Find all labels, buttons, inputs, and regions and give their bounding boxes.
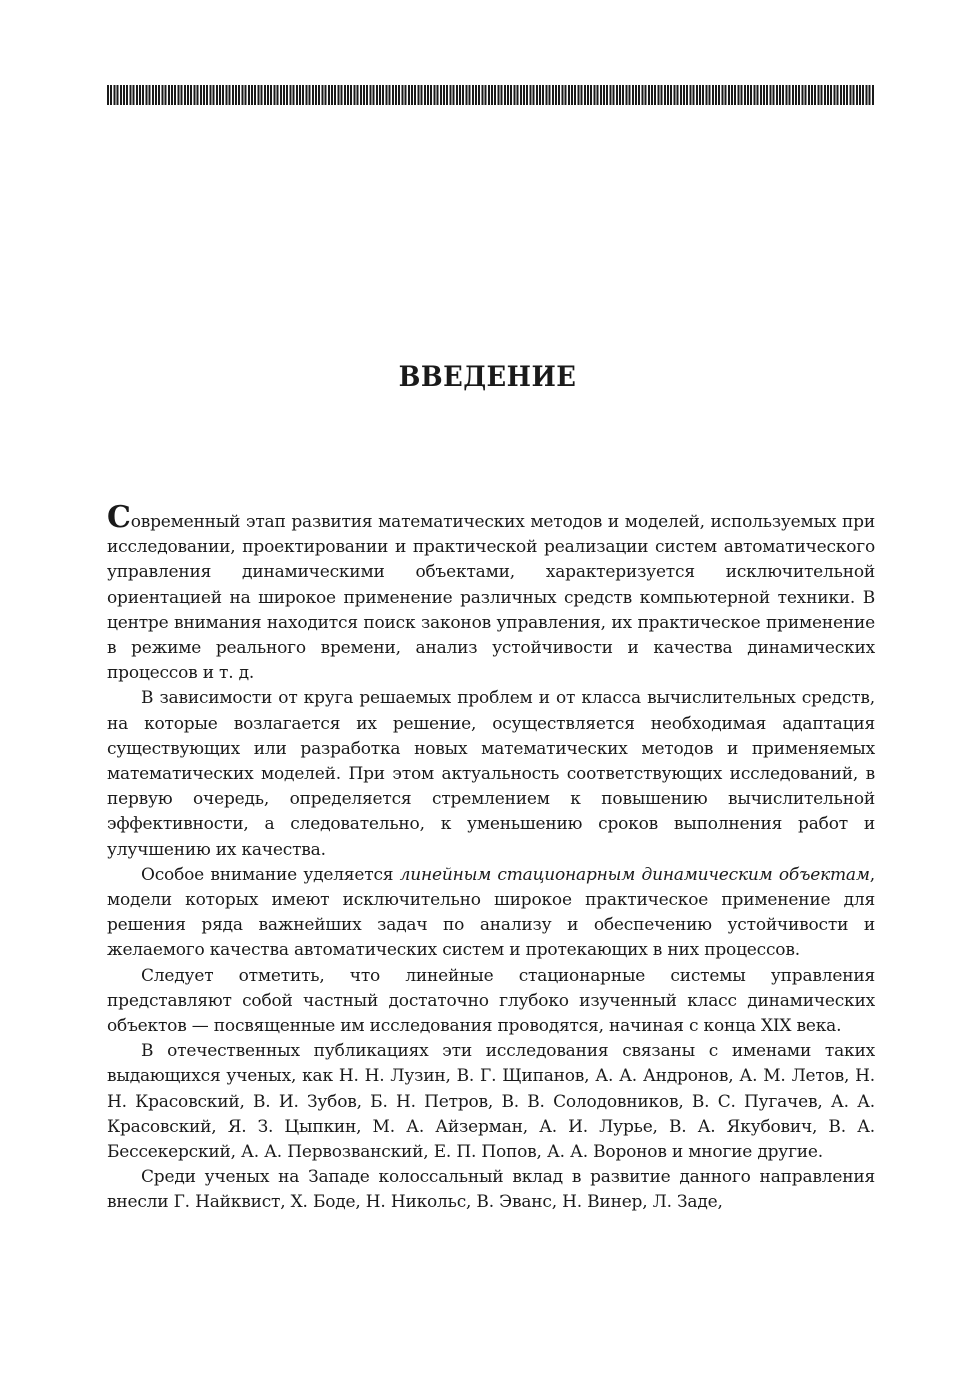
paragraph-3: [107, 863, 875, 964]
paragraph-3-italic: линейным стационарным динамическим объектам: [399, 864, 870, 885]
decorative-header-rule: [107, 85, 875, 105]
paragraph-5: В отечественных публикациях эти исследования связаны с именами таких выдающихся ученых, как Н. Н. Лузин, В. Г. Щипанов, А. А. Андронов, А. М. Летов, Н. Н. Красовский, В. И. Зубов, Б. Н. Петров, В. В. Солодовников, В. С. Пугачев, А. А. Красовский, Я. З. Цыпкин, М. А. Айзерман, А. И. Лурье, В. А. Якубович, В. А. Бессекерский, А. А. Первозванский, Е. П. Попов, А. А. Воронов и многие другие.: [107, 1041, 875, 1163]
chapter-title: ВВЕДЕНИЕ: [398, 360, 577, 393]
paragraph-6: Среди ученых на Западе колоссальный вклад в развитие данного направления внесли Г. Найквист, Х. Боде, Н. Никольс, В. Эванс, Н. Винер, Л. Заде,: [107, 1167, 875, 1213]
paragraph-3-after: , модели которых имеют исключительно широкое практическое применение для решения ряда важнейших задач по анализу и обеспечению устойчивости и желаемого качества автоматических систем и протекающих в них процессов.: [107, 864, 875, 961]
paragraph-3-before: Особое внимание уделяется: [141, 864, 400, 885]
body-text: [107, 500, 875, 1216]
paragraph-1: [107, 500, 875, 686]
paragraph-2: В зависимости от круга решаемых проблем и от класса вычислительных средств, на которые возлагается их решение, осуществляется необходимая адаптация существующих или разработка новых математических методов и применяемых математических моделей. При этом актуальность соответствующих исследований, в первую очередь, определяется стремлением к повышению вычислительной эффективности, а следовательно, к уменьшению сроков выполнения работ и улучшению их качества.: [107, 688, 875, 860]
drop-cap: С: [107, 500, 131, 535]
paragraph-1-text: овременный этап развития математических методов и моделей, используемых при исследовании, проектировании и практической реализации систем автоматического управления динамическими объектами, характеризуется исключительной ориентацией на широкое применение различных средств компьютерной техники. В центре внимания находится поиск законов управления, их практическое применение в режиме реального времени, анализ устойчивости и качества динамических процессов и т. д.: [107, 512, 875, 684]
paragraph-4: Следует отметить, что линейные стационарные системы управления представляют собой частный достаточно глубоко изученный класс динамических объектов — посвященные им исследования проводятся, начиная с конца XIX века.: [107, 965, 875, 1037]
